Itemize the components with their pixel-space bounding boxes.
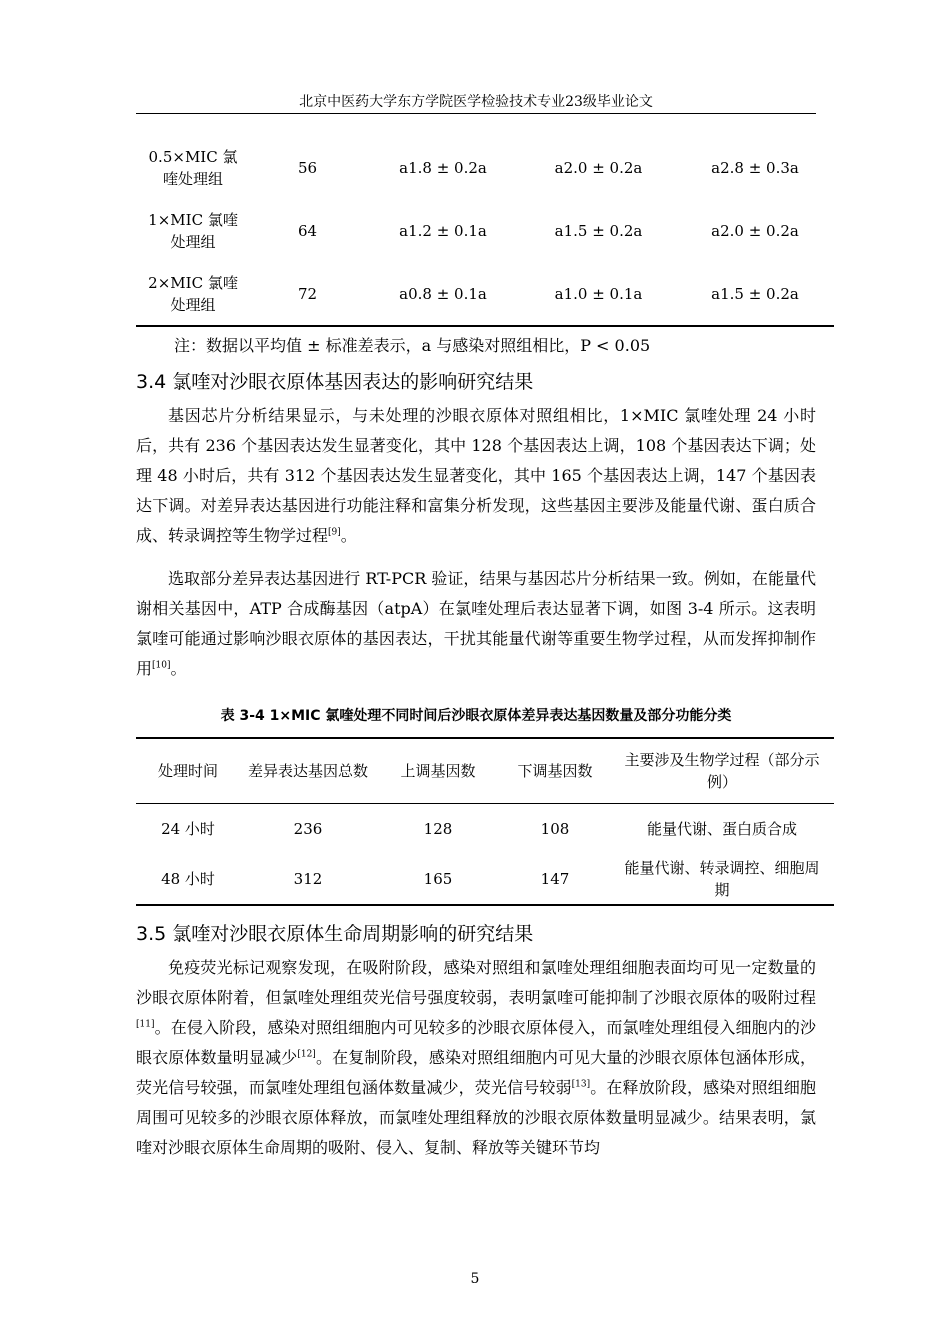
table-cell: 48 小时 <box>161 870 215 888</box>
paragraph: 选取部分差异表达基因进行 RT-PCR 验证，结果与基因芯片分析结果一致。例如，在能量代谢相关基因中，ATP 合成酶基因（atpA）在氯喹处理后表达显著下调，如图 3-4 所示。这表明氯喹可能通过影响沙眼衣原体的基因表达，干扰其能量代谢等重要生物学过程，从而发挥抑制作用[10]。 <box>136 569 816 678</box>
column-header: 上调基因数 <box>376 738 500 804</box>
column-header: 主要涉及生物学过程（部分示例） <box>610 738 834 804</box>
table-cell: 64 <box>297 221 318 240</box>
citation: [13] <box>571 1079 591 1090</box>
table-cell: 165 <box>423 870 453 888</box>
table-cell: a1.5 ± 0.2a <box>554 221 643 240</box>
table-cell: a2.0 ± 0.2a <box>554 158 643 177</box>
table-cell: 72 <box>250 262 365 326</box>
citation: [9] <box>328 527 341 538</box>
table-header-row <box>136 738 834 804</box>
table-cell: 147 <box>540 870 570 888</box>
table-cell: a1.8 ± 0.2a <box>399 158 487 177</box>
table-cell: 能量代谢、转录调控、细胞周期 <box>624 859 820 899</box>
table-row <box>136 136 834 199</box>
section-heading-3-4: 3.4 氯喹对沙眼衣原体基因表达的影响研究结果 <box>136 371 534 393</box>
table-cell: 24 小时 <box>161 820 215 838</box>
table-cell: 236 <box>293 820 323 838</box>
table-row <box>136 804 834 855</box>
table-row <box>136 262 834 326</box>
citation: [12] <box>297 1049 316 1060</box>
running-header: 北京中医药大学东方学院医学检验技术专业23级毕业论文 <box>299 94 653 110</box>
table-cell: 1×MIC 氯喹处理组 <box>148 210 238 251</box>
citation: [10] <box>152 660 171 671</box>
table-cell: 0.5×MIC 氯喹处理组 <box>148 147 238 188</box>
table-3-4 <box>136 737 834 906</box>
table-cell: 56 <box>297 158 318 177</box>
table-cell: 108 <box>540 820 570 838</box>
citation: [11] <box>136 1019 155 1030</box>
table-cell: a2.8 ± 0.3a <box>711 158 799 177</box>
paragraph: 基因芯片分析结果显示，与未处理的沙眼衣原体对照组相比，1×MIC 氯喹处理 24 小时后，共有 236 个基因表达发生显著变化，其中 128 个基因表达上调，108 个基因表达下调；处理 48 小时后，共有 312 个基因表达发生显著变化，其中 165 个基因表达上调，147 个基因表达下调。对差异表达基因进行功能注释和富集分析发现，这些基因主要涉及能量代谢、蛋白质合成、转录调控等生物学过程[9]。 <box>136 406 816 545</box>
table-note: 注：数据以平均值 ± 标准差表示，a 与感染对照组相比，P < 0.05 <box>174 336 651 355</box>
table-caption: 表 3-4 1×MIC 氯喹处理不同时间后沙眼衣原体差异表达基因数量及部分功能分类 <box>220 708 732 724</box>
column-header: 处理时间 <box>136 738 240 804</box>
header-rule <box>136 113 816 114</box>
table-cell: a1.0 ± 0.1a <box>521 262 676 326</box>
table-cell: a0.8 ± 0.1a <box>365 262 521 326</box>
table-cell: 2×MIC 氯喹处理组 <box>136 262 250 326</box>
column-header: 差异表达基因总数 <box>240 738 376 804</box>
section-heading-3-5: 3.5 氯喹对沙眼衣原体生命周期影响的研究结果 <box>136 923 534 945</box>
table-row <box>136 854 834 905</box>
paragraph: 免疫荧光标记观察发现，在吸附阶段，感染对照组和氯喹处理组细胞表面均可见一定数量的沙眼衣原体附着，但氯喹处理组荧光信号强度较弱，表明氯喹可能抑制了沙眼衣原体的吸附过程[11]。在侵入阶段，感染对照组细胞内可见较多的沙眼衣原体侵入，而氯喹处理组侵入细胞内的沙眼衣原体数量明显减少[12]。在复制阶段，感染对照组细胞内可见大量的沙眼衣原体包涵体形成，荧光信号较强，而氯喹处理组包涵体数量减少，荧光信号较弱[13]。在释放阶段，感染对照组细胞周围可见较多的沙眼衣原体释放，而氯喹处理组释放的沙眼衣原体数量明显减少。结果表明，氯喹对沙眼衣原体生命周期的吸附、侵入、复制、释放等关键环节均 <box>136 958 816 1157</box>
table-cell: a1.2 ± 0.1a <box>399 221 487 240</box>
table-row <box>136 199 834 262</box>
table-continued <box>136 136 834 327</box>
column-header: 下调基因数 <box>500 738 610 804</box>
table-cell: a2.0 ± 0.2a <box>711 221 799 240</box>
table-cell: 128 <box>423 820 453 838</box>
table-cell: 能量代谢、蛋白质合成 <box>646 820 797 838</box>
table-cell: 312 <box>293 870 323 888</box>
table-cell: a1.5 ± 0.2a <box>676 262 834 326</box>
page-number: 5 <box>470 1271 480 1287</box>
